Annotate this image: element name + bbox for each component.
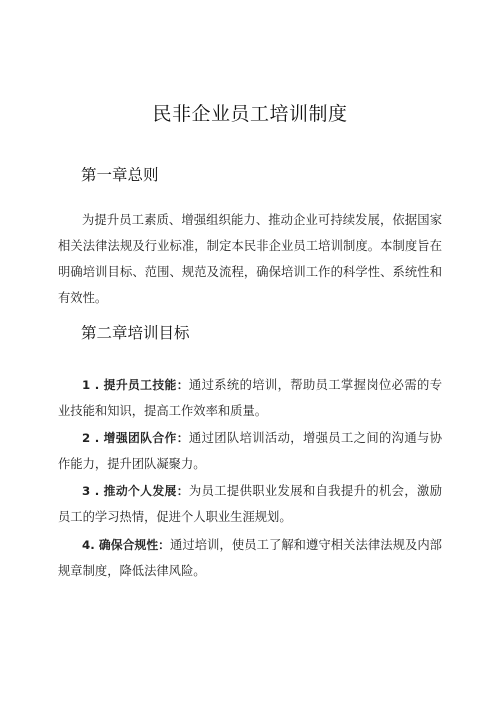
goal-item-4-text: 通过培训，使员工了解和遵守相关法律法规及内部规章制度，降低法律风险。 (58, 538, 442, 578)
goal-item-1-lead: 1 . 提升员工技能： (82, 378, 189, 392)
document-title: 民非企业员工培训制度 (152, 103, 348, 125)
goal-item-3-text: 为员工提供职业发展和自我提升的机会，激励员工的学习热情，促进个人职业生涯规划。 (58, 484, 442, 524)
goal-item-4-lead: 4. 确保合规性： (82, 538, 171, 552)
goal-item-2-text: 通过团队培训活动，增强员工之间的沟通与协作能力，提升团队凝聚力。 (58, 431, 442, 471)
chapter-2-heading: 第二章培训目标 (81, 324, 190, 342)
chapter-1-heading: 第一章总则 (81, 166, 159, 184)
goal-item-3 (58, 478, 442, 530)
chapter-1-paragraph: 为提升员工素质、增强组织能力、推动企业可持续发展，依据国家相关法律法规及行业标准，制定本民非企业员工培训制度。本制度旨在明确培训目标、范围、规范及流程，确保培训工作的科学性、系统性和有效性。 (58, 213, 442, 305)
goal-item-1 (58, 372, 442, 424)
goal-item-2 (58, 425, 442, 477)
goal-item-4 (58, 532, 442, 584)
goal-item-3-lead: 3 . 推动个人发展： (82, 484, 189, 498)
goal-item-1-text: 通过系统的培训，帮助员工掌握岗位必需的专业技能和知识，提高工作效率和质量。 (58, 378, 442, 418)
goal-item-2-lead: 2 . 增强团队合作： (82, 431, 189, 445)
